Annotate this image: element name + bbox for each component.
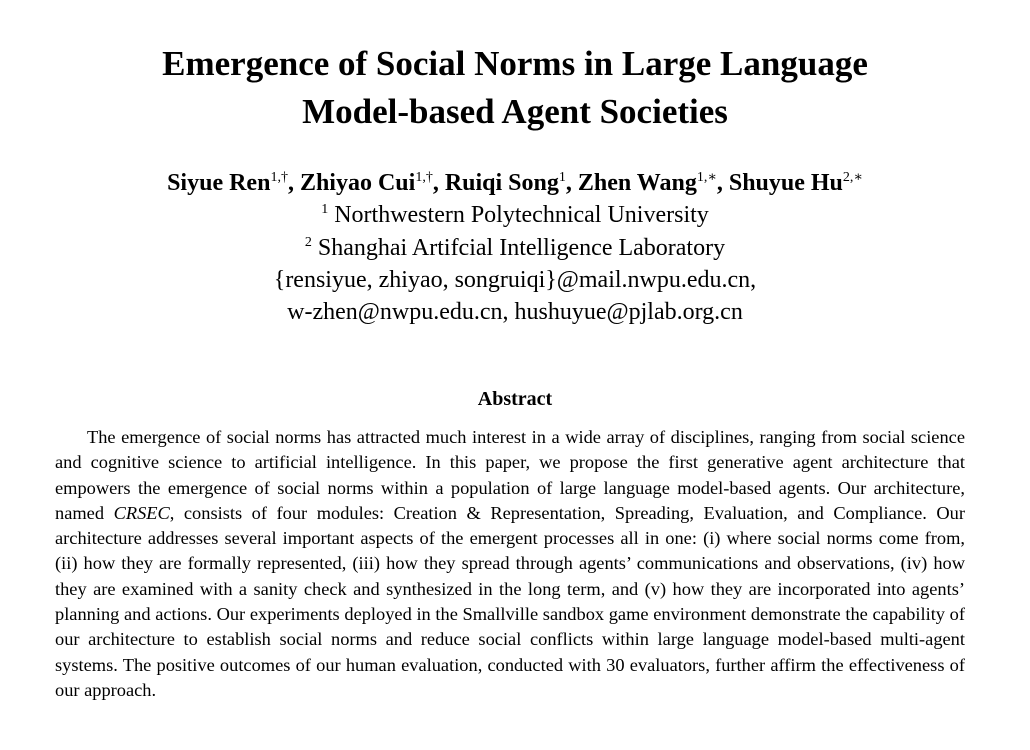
author-marks: 1 [558, 170, 566, 185]
abstract-text-part-2: , consists of four modules: Creation & Representation, Spreading, Evaluation, and Compliance. Our architecture addresses several important aspects of the emergent processes all in one: (i) where social norms come from, (ii) how they are formally represented, (iii) how they spread through agents’ communications and observations, (iv) how they are examined with a sanity check and synthesized in the long term, and (v) how they are incorporated into agents’ planning and actions. Our experiments deployed in the Smallville sandbox game environment demonstrate the capability of our architecture to establish social norms and reduce social conflicts within large language model-based multi-agent systems. The positive outcomes of our human evaluation, conducted with 30 evaluators, further affirm the effectiveness of our approach. [55, 502, 965, 700]
author-name: Shuyue Hu [728, 170, 843, 196]
author-name: Ruiqi Song [444, 170, 559, 196]
title-line-1: Emergence of Social Norms in Large Language [162, 44, 868, 83]
author-list: Siyue Ren$^{1,\dagger}$, Zhiyao Cui$^{1,\dagger}$, Ruiqi Song$^1$, Zhen Wang$^{1,∗}$, Shuyue $Hu^{2,∗}$ [167, 170, 863, 196]
paper-title [0, 40, 1030, 136]
author-name: Zhiyao Cui [299, 170, 416, 196]
author-marks: 1,† [415, 170, 433, 185]
author-marks: 2,∗ [842, 170, 863, 185]
email-line-2: w-zhen@nwpu.edu.cn, hushuyue@pjlab.org.cn [287, 299, 743, 325]
affiliation-mark: 2 [304, 235, 312, 250]
author-marks: 1,∗ [696, 170, 717, 185]
abstract-body [55, 425, 965, 703]
author-name: Zhen Wang [577, 170, 697, 196]
abstract-text-part-1: The emergence of social norms has attracted much interest in a wide array of disciplines, ranging from social science and cognitive science to artificial intelligence. In this paper, we propose the first generative agent architecture that empowers the emergence of social norms within a population of large language model-based agents. Our architecture, named [55, 427, 965, 523]
affiliation-mark: 1 [321, 202, 329, 217]
abstract-heading: Abstract [477, 388, 553, 410]
email-line-1: {rensiyue, zhiyao, songruiqi}@mail.nwpu.edu.cn, [273, 267, 757, 293]
author-marks: 1,† [270, 170, 288, 185]
affiliation-1 [0, 199, 1030, 231]
affiliation-name: Shanghai Artifcial Intelligence Laboratory [317, 235, 726, 261]
title-line-2: Model-based Agent Societies [302, 92, 728, 131]
author-name: Siyue Ren [167, 170, 271, 196]
affiliation-2 [0, 232, 1030, 264]
architecture-name: CRSEC [113, 502, 170, 523]
affiliation-name: Northwestern Polytechnical University [334, 202, 709, 228]
